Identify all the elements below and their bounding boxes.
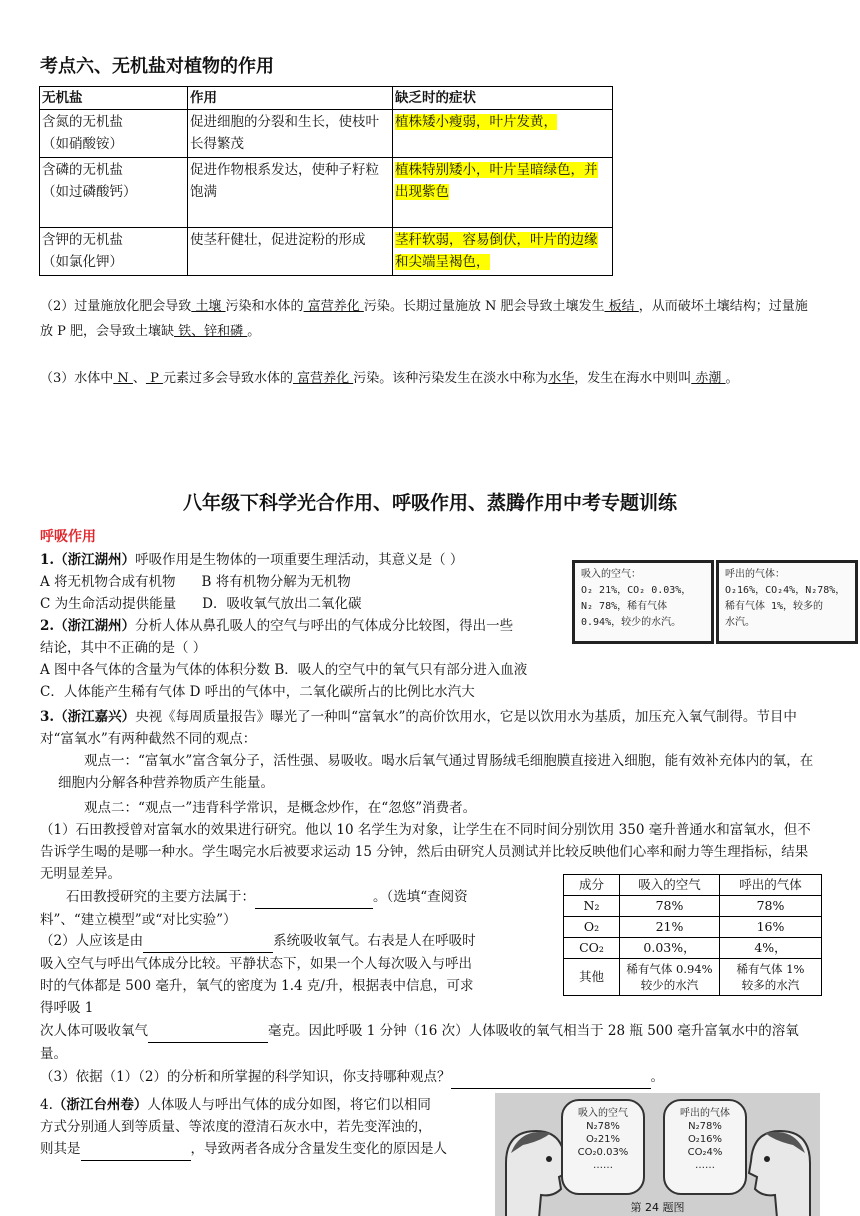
symptom-cell: 茎秆软弱，容易倒伏，叶片的边缘和尖端呈褐色， (393, 228, 613, 276)
q2-options-ab: A 图中各气体的含量为气体的体积分数 B．吸人的空气中的氧气只有部分进入血液 (40, 662, 528, 678)
table-row (40, 158, 613, 228)
header-cell: 作用 (188, 87, 393, 110)
header-cell: 成分 (564, 875, 620, 896)
answer-blank[interactable] (81, 1138, 191, 1161)
gas-table (563, 874, 822, 996)
salt-cell: 含磷的无机盐 （如过磷酸钙） (40, 158, 188, 228)
table-row (564, 938, 822, 959)
table-cell: 21% (620, 917, 720, 938)
figure-caption: 第 24 题图 (630, 1201, 685, 1214)
q4-stem: 4.（浙江台州卷）人体吸人与呼出气体的成分如图，将它们以相同 (40, 1097, 431, 1113)
q2-stem: 2.（浙江湖州）分析人体从鼻孔吸人的空气与呼出的气体成分比较图，得出一些 (40, 618, 514, 634)
symptom-cell: 植株矮小瘦弱，叶片发黄， (393, 110, 613, 158)
q3-sub3: （3）依据（1）（2）的分析和所掌握的科学知识，你支持哪种观点？ 。 (40, 1066, 664, 1089)
q3-sub1-question: 石田教授研究的主要方法属于： 。（选填“查阅资料”、“建立模型”或“对比实验”） (40, 886, 480, 931)
q2-stem-cont: 结论，其中不正确的是（ ） (40, 640, 207, 656)
header-cell: 吸入的空气 (620, 875, 720, 896)
exhale-gas-box: 呼出的气体： O₂16%，CO₂4%，N₂78%， 稀有气体 1%，较多的 水汽。 (716, 560, 858, 644)
table-cell: CO₂ (564, 938, 620, 959)
breathing-figure-photo (495, 1093, 820, 1216)
answer-blank[interactable] (148, 1020, 268, 1043)
inhale-air-box: 吸入的空气： O₂ 21%，CO₂ 0.03%， N₂ 78%，稀有气体 0.94%，较少的水汽。 (572, 560, 714, 644)
table-cell: O₂ (564, 917, 620, 938)
effect-cell: 促进细胞的分裂和生长，使枝叶长得繁茂 (188, 110, 393, 158)
q3-view2: 观点二：“观点一”违背科学常识，是概念炒作，在“忽悠”消费者。 (84, 800, 477, 816)
q3-stem: 3.（浙江嘉兴）央视《每周质量报告》曝光了一种叫“富氧水”的高价饮用水，它是以饮用水为基质，加压充入氧气制得。节目中对“富氧水”有两种截然不同的观点： (40, 709, 797, 747)
header-cell: 缺乏时的症状 (393, 87, 613, 110)
table-cell: 16% (720, 917, 822, 938)
answer-blank[interactable] (143, 930, 273, 953)
symptom-cell: 植株特别矮小，叶片呈暗绿色，并出现紫色 (393, 158, 613, 228)
q1-options-cd: C 为生命活动提供能量 D．吸收氧气放出二氧化碳 (40, 596, 362, 612)
header-cell: 无机盐 (40, 87, 188, 110)
table-cell: 稀有气体 0.94% 较少的水汽 (620, 959, 720, 996)
q2-options-cd: C．人体能产生稀有气体 D 呼出的气体中，二氧化碳所占的比例比水汽大 (40, 684, 475, 700)
q4-stem-cont2: 则其是 ，导致两者各成分含量发生变化的原因是人 (40, 1138, 447, 1161)
table-header-row (40, 87, 613, 110)
main-title: 八年级下科学光合作用、呼吸作用、蒸腾作用中考专题训练 (182, 492, 677, 514)
subsection-title: 呼吸作用 (40, 529, 96, 545)
table-row (40, 110, 613, 158)
q1-stem: 1.（浙江湖州）呼吸作用是生物体的一项重要生理活动，其意义是（ ） (40, 552, 464, 568)
table-row (564, 917, 822, 938)
table-row (40, 228, 613, 276)
paragraph-2: （2）过量施放化肥会导致 土壤 污染和水体的 富营养化 污染。长期过量施放 N 肥会导致土壤发生 板结 ，从而破坏土壤结构；过量施放 P 肥，会导致土壤缺 铁、锌和磷 。 (40, 299, 808, 339)
header-cell: 呼出的气体 (720, 875, 822, 896)
salt-cell: 含氮的无机盐 （如硝酸铵） (40, 110, 188, 158)
table-cell: 稀有气体 1% 较多的水汽 (720, 959, 822, 996)
effect-cell: 使茎秆健壮，促进淀粉的形成 (188, 228, 393, 276)
salt-table (39, 86, 613, 276)
table-cell: 78% (620, 896, 720, 917)
table-header-row (564, 875, 822, 896)
q3-sub1: （1）石田教授曾对富氧水的效果进行研究。他以 10 名学生为对象，让学生在不同时间分别饮用 350 毫升普通水和富氧水，但不告诉学生喝的是哪一种水。学生喝完水后被要求运动 15 分钟，然后由研究人员测试并比较反映他们心率和耐力等生理指标，结果无明显差异。 (40, 822, 811, 882)
salt-cell: 含钾的无机盐 （如氯化钾） (40, 228, 188, 276)
table-row (564, 959, 822, 996)
answer-blank[interactable] (255, 886, 373, 909)
table-cell: 4%， (720, 938, 822, 959)
section-title: 考点六、无机盐对植物的作用 (40, 56, 274, 77)
table-cell: 其他 (564, 959, 620, 996)
effect-cell: 促进作物根系发达，使种子籽粒饱满 (188, 158, 393, 228)
q3-sub2: （2）人应该是由 系统吸收氧气。右表是人在呼吸时吸入空气与呼出气体成分比较。平静状态下，如果一个人每次吸入与呼出时的气体都是 500 毫升，氧气的密度为 1.4 克/升，根据表中信息，可求得呼吸 1 (40, 930, 485, 1019)
table-cell: N₂ (564, 896, 620, 917)
paragraph-3: （3）水体中 N 、 P 元素过多会导致水体的 富营养化 污染。该种污染发生在淡水中称为水华，发生在海水中则叫 赤潮 。 (40, 371, 739, 386)
q1-options-ab: A 将无机物合成有机物 B 将有机物分解为无机物 (40, 574, 351, 590)
answer-blank[interactable] (451, 1066, 651, 1089)
q4-stem-cont: 方式分别通人到等质量、等浓度的澄清石灰水中，若先变浑浊的， (40, 1119, 432, 1135)
exhale-bubble: 呼出的气体 N₂78% O₂16% CO₂4% …… (663, 1099, 747, 1195)
table-cell: 0.03%， (620, 938, 720, 959)
inhale-bubble: 吸入的空气 N₂78% O₂21% CO₂0.03% …… (561, 1099, 645, 1195)
table-cell: 78% (720, 896, 822, 917)
q3-view1: 观点一：“富氧水”富含氧分子，活性强、易吸收。喝水后氧气通过胃肠绒毛细胞膜直接进入细胞，能有效补充体内的氧，在细胞内分解各种营养物质产生能量。 (58, 753, 814, 791)
table-row (564, 896, 822, 917)
q3-sub2-cont: 次人体可吸收氧气 毫克。因此呼吸 1 分钟（16 次）人体吸收的氧气相当于 28 瓶 500 毫升富氧水中的溶氧量。 (40, 1020, 820, 1065)
